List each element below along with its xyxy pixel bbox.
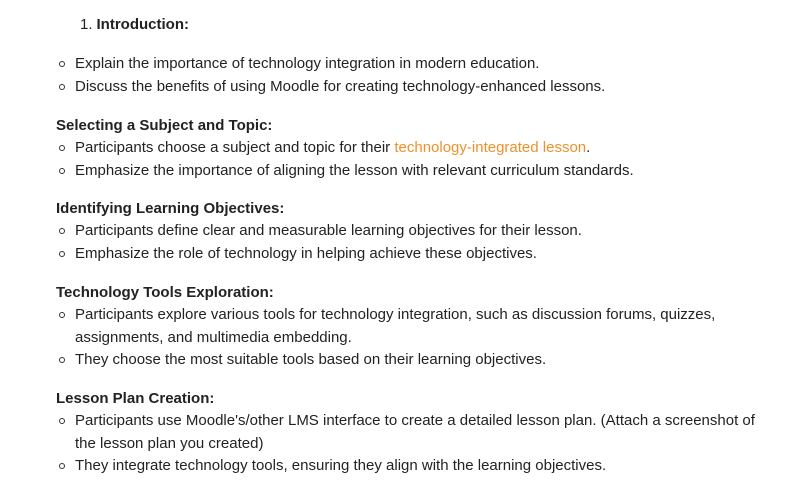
section-list: [56, 410, 756, 478]
list-item: They choose the most suitable tools based on their learning objectives.: [56, 349, 756, 372]
list-item: [56, 137, 756, 160]
list-item: They integrate technology tools, ensuring they align with the learning objectives.: [56, 455, 756, 478]
list-item-text: .: [586, 139, 591, 156]
section-selecting-subject: [56, 115, 756, 182]
list-number: 1.: [80, 16, 93, 33]
list-item: Emphasize the importance of aligning the lesson with relevant curriculum standards.: [56, 160, 756, 183]
intro-list: [56, 53, 756, 98]
section-lesson-plan: [56, 388, 756, 478]
intro-heading: [80, 14, 189, 36]
intro-section: [56, 53, 756, 98]
intro-title: Introduction:: [96, 16, 189, 33]
list-item: Participants define clear and measurable learning objectives for their lesson.: [56, 220, 756, 243]
list-item: Discuss the benefits of using Moodle for creating technology-enhanced lessons.: [56, 76, 756, 99]
section-heading: Lesson Plan Creation:: [56, 390, 215, 407]
list-item: Explain the importance of technology integration in modern education.: [56, 53, 756, 76]
section-list: [56, 304, 756, 372]
section-tools-exploration: [56, 282, 756, 372]
section-heading: Technology Tools Exploration:: [56, 284, 274, 301]
list-item: Participants explore various tools for technology integration, such as discussion forums, quizzes, assignments, and multimedia embedding.: [56, 304, 756, 349]
section-heading: Selecting a Subject and Topic:: [56, 117, 273, 134]
section-learning-objectives: [56, 198, 756, 265]
list-item: Participants use Moodle's/other LMS interface to create a detailed lesson plan. (Attach a screenshot of the lesson plan you created): [56, 410, 756, 455]
technology-integrated-lesson-link[interactable]: technology-integrated lesson: [394, 139, 587, 156]
list-item: Emphasize the role of technology in helping achieve these objectives.: [56, 243, 756, 266]
section-list: [56, 220, 756, 265]
section-list: [56, 137, 756, 182]
section-heading: Identifying Learning Objectives:: [56, 200, 285, 217]
list-item-text: Participants choose a subject and topic for their: [75, 139, 395, 156]
